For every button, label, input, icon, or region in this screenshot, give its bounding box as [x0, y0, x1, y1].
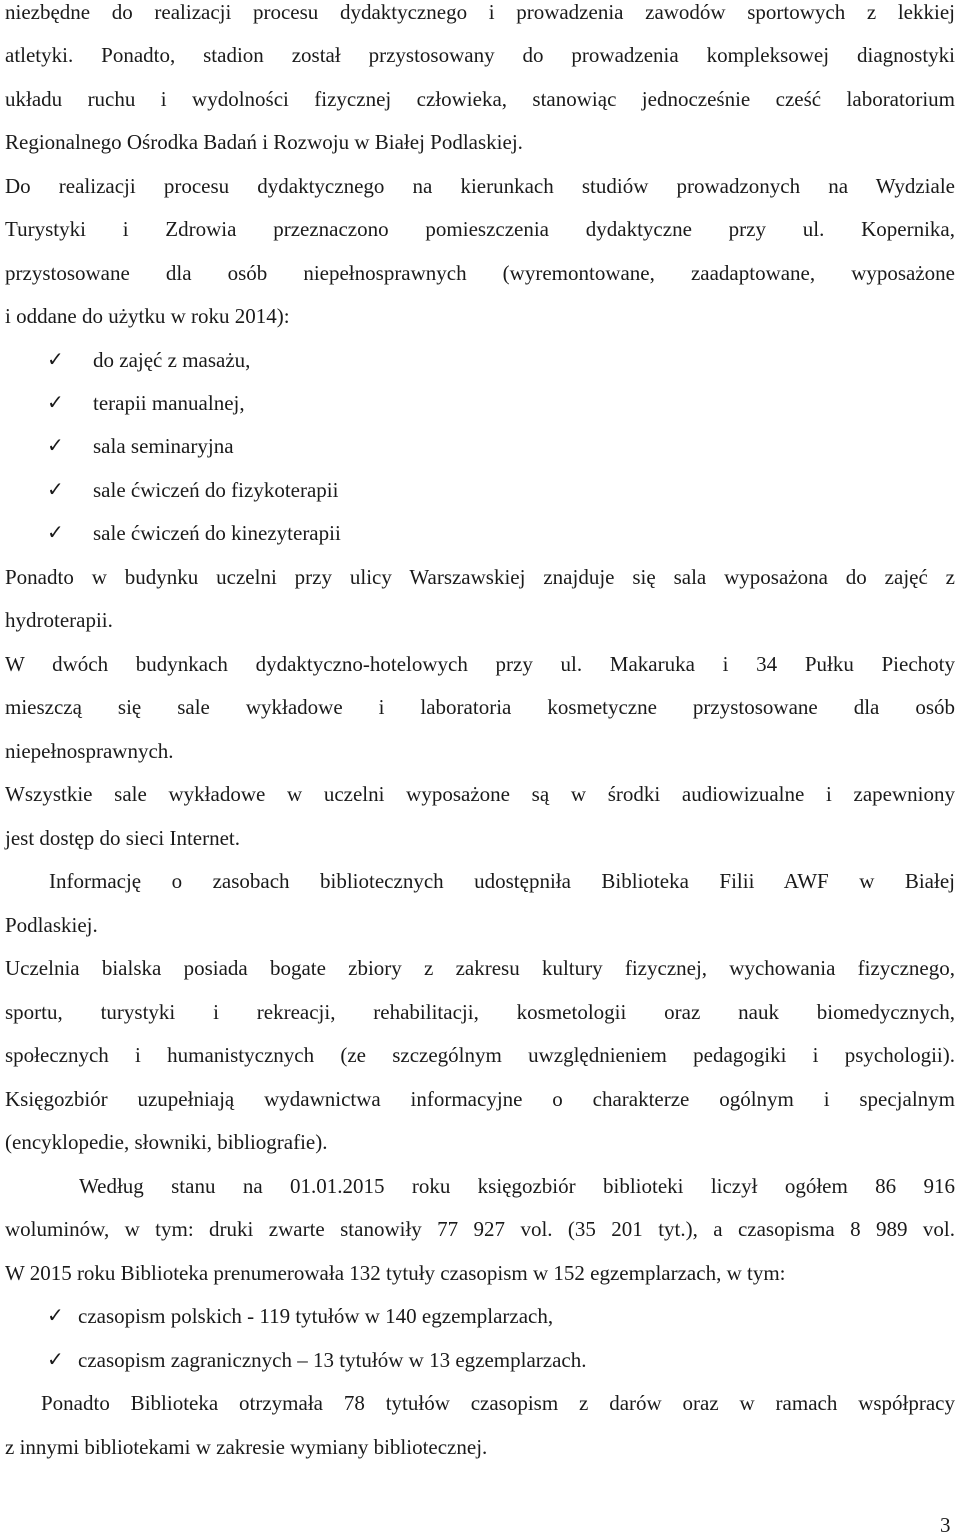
text-line: niepełnosprawnych.	[5, 739, 174, 763]
text-line: z innymi bibliotekami w zakresie wymiany bibliotecznej.	[5, 1435, 488, 1459]
checkmark-icon: ✓	[47, 347, 64, 371]
text-line: Według stanu na 01.01.2015 roku księgozbiór biblioteki liczył ogółem 86 916	[79, 1174, 955, 1198]
list-item: czasopism zagranicznych – 13 tytułów w 13 egzemplarzach.	[78, 1348, 587, 1372]
text-line: W 2015 roku Biblioteka prenumerowała 132 tytuły czasopism w 152 egzemplarzach, w tym:	[5, 1261, 786, 1285]
text-line: Turystyki i Zdrowia przeznaczono pomieszczenia dydaktyczne przy ul. Kopernika,	[5, 217, 955, 241]
text-line: Do realizacji procesu dydaktycznego na kierunkach studiów prowadzonych na Wydziale	[5, 174, 955, 198]
list-item: sale ćwiczeń do fizykoterapii	[93, 478, 339, 502]
text-line: Ponadto w budynku uczelni przy ulicy Warszawskiej znajduje się sala wyposażona do zajęć z	[5, 565, 955, 589]
checkmark-icon: ✓	[47, 1303, 64, 1327]
text-line: układu ruchu i wydolności fizycznej człowieka, stanowiąc jednocześnie cześć laboratorium	[5, 87, 955, 111]
list-item: sale ćwiczeń do kinezyterapii	[93, 521, 341, 545]
text-line: W dwóch budynkach dydaktyczno-hotelowych przy ul. Makaruka i 34 Pułku Piechoty	[5, 652, 955, 676]
text-line: (encyklopedie, słowniki, bibliografie).	[5, 1130, 328, 1154]
list-item: sala seminaryjna	[93, 434, 234, 458]
text-line: Wszystkie sale wykładowe w uczelni wyposażone są w środki audiowizualne i zapewniony	[5, 782, 955, 806]
text-line: jest dostęp do sieci Internet.	[5, 826, 241, 850]
text-line: Uczelnia bialska posiada bogate zbiory z zakresu kultury fizycznej, wychowania fizycznego,	[5, 956, 955, 980]
checkmark-icon: ✓	[47, 477, 64, 501]
page-number: 3	[940, 1513, 951, 1537]
text-line: Informację o zasobach bibliotecznych udostępniła Biblioteka Filii AWF w Białej	[49, 869, 955, 893]
text-line: woluminów, w tym: druki zwarte stanowiły 77 927 vol. (35 201 tyt.), a czasopisma 8 989 vol.	[5, 1217, 955, 1241]
text-line: Ponadto Biblioteka otrzymała 78 tytułów czasopism z darów oraz w ramach współpracy	[41, 1391, 955, 1415]
list-item: do zajęć z masażu,	[93, 348, 251, 372]
text-line: niezbędne do realizacji procesu dydaktycznego i prowadzenia zawodów sportowych z lekkiej	[5, 0, 955, 24]
text-line: Podlaskiej.	[5, 913, 98, 937]
text-line: Księgozbiór uzupełniają wydawnictwa informacyjne o charakterze ogólnym i specjalnym	[5, 1087, 955, 1111]
text-line: i oddane do użytku w roku 2014):	[5, 304, 290, 328]
text-line: przystosowane dla osób niepełnosprawnych (wyremontowane, zaadaptowane, wyposażone	[5, 261, 955, 285]
text-line: hydroterapii.	[5, 608, 113, 632]
text-line: atletyki. Ponadto, stadion został przystosowany do prowadzenia kompleksowej diagnostyki	[5, 43, 955, 67]
text-line: społecznych i humanistycznych (ze szczególnym uwzględnieniem pedagogiki i psychologii).	[5, 1043, 955, 1067]
list-item: terapii manualnej,	[93, 391, 245, 415]
checkmark-icon: ✓	[47, 1347, 64, 1371]
checkmark-icon: ✓	[47, 520, 64, 544]
text-line: Regionalnego Ośrodka Badań i Rozwoju w Białej Podlaskiej.	[5, 130, 523, 154]
text-line: sportu, turystyki i rekreacji, rehabilitacji, kosmetologii oraz nauk biomedycznych,	[5, 1000, 955, 1024]
checkmark-icon: ✓	[47, 390, 64, 414]
text-line: mieszczą się sale wykładowe i laboratoria kosmetyczne przystosowane dla osób	[5, 695, 955, 719]
list-item: czasopism polskich - 119 tytułów w 140 egzemplarzach,	[78, 1304, 554, 1328]
checkmark-icon: ✓	[47, 433, 64, 457]
